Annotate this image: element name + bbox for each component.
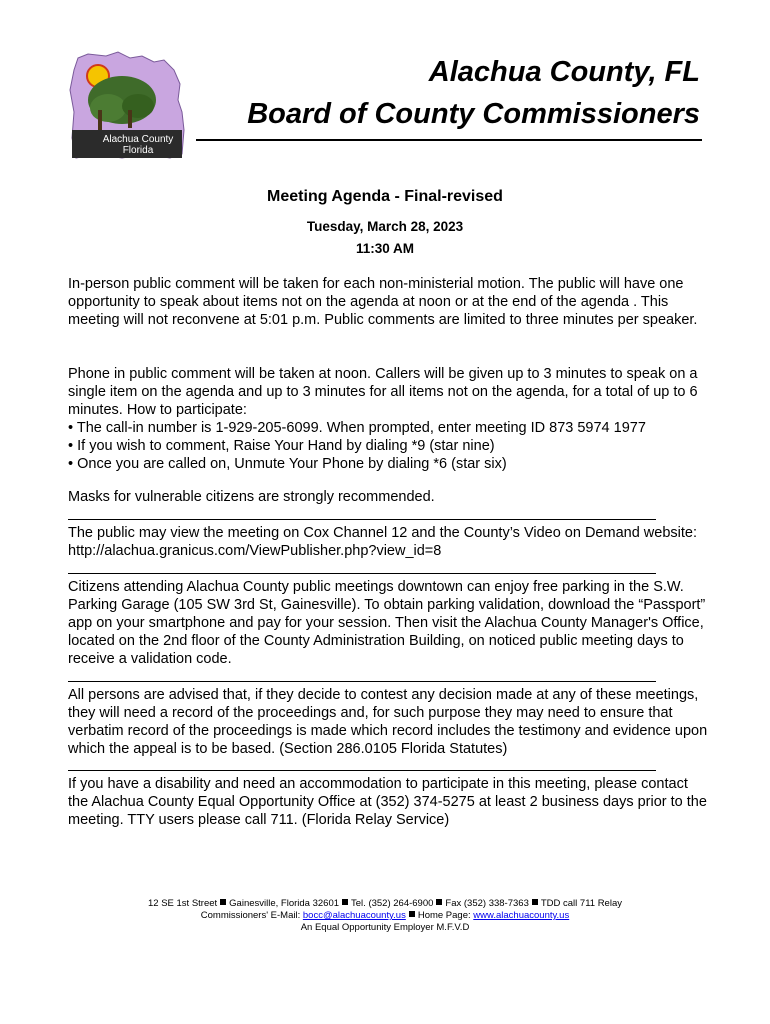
county-logo xyxy=(66,50,186,170)
section-divider xyxy=(68,681,656,682)
in-person-comment-paragraph: In-person public comment will be taken for each non-ministerial motion. The public will have one opportunity to speak about items not on the agenda at noon or at the end of the agenda . This meeting will not reconvene at 5:01 p.m. Public comments are limited to three minutes per speaker. xyxy=(68,276,698,328)
section-divider xyxy=(68,519,656,520)
phone-comment-intro: Phone in public comment will be taken at noon. Callers will be given up to 3 minutes to speak on a single item on the agenda and up to 3 minutes for all items not on the agenda, for a total of up to 6 minutes. How to participate: xyxy=(68,366,698,418)
meeting-title: Meeting Agenda - Final-revised xyxy=(267,188,503,205)
masks-notice: Masks for vulnerable citizens are strongly recommended. xyxy=(68,489,435,505)
logo-text-state: Florida xyxy=(122,145,154,156)
meeting-time: 11:30 AM xyxy=(355,241,415,256)
disability-accommodation-paragraph: If you have a disability and need an accommodation to participate in this meeting, please contact the Alachua County Equal Opportunity Office at (352) 374-5275 at least 2 business days prior to the meeting. TTY users please call 711. (Florida Relay Service) xyxy=(68,776,707,828)
footer-tdd: TDD call 711 Relay xyxy=(540,898,622,909)
phone-instructions-list xyxy=(68,419,708,473)
footer-city: Gainesville, Florida 32601 xyxy=(229,898,340,909)
view-meeting-paragraph: The public may view the meeting on Cox Channel 12 and the County’s Video on Demand website: http://alachua.granicus.com/ViewPublisher.php?view_id=8 xyxy=(68,525,697,559)
footer-links-line xyxy=(0,910,770,922)
footer-email-link[interactable]: bocc@alachuacounty.us xyxy=(302,910,406,921)
parking-paragraph: Citizens attending Alachua County public meetings downtown can enjoy free parking in the S.W. Parking Garage (105 SW 3rd St, Gainesville). To obtain parking validation, download the “Passport” app on your smartphone and pay for your session. Then visit the Alachua County Manager's Office, located on the 2nd floor of the County Administration Building, on noticed public meeting days to receive a validation code. xyxy=(68,579,706,667)
appeal-notice-paragraph: All persons are advised that, if they decide to contest any decision made at any of these meetings, they will need a record of the proceedings and, for such purpose they may need to ensure that verbatim record of the proceedings is made which record includes the testimony and evidence upon which the appeal is to be based. (Section 286.0105 Florida Statutes) xyxy=(68,687,708,757)
square-bullet-icon xyxy=(220,899,226,905)
meeting-date: Tuesday, March 28, 2023 xyxy=(306,219,464,234)
footer-home-link[interactable]: www.alachuacounty.us xyxy=(473,910,570,921)
header-title-board: Board of County Commissioners xyxy=(247,98,700,130)
footer-employer-line: An Equal Opportunity Employer M.F.V.D xyxy=(300,922,470,933)
footer-email-label: Commissioners' E-Mail: xyxy=(200,910,301,921)
county-map-logo-graphic xyxy=(66,50,186,170)
section-divider xyxy=(68,573,656,574)
square-bullet-icon xyxy=(409,911,415,917)
phone-comment-section xyxy=(68,365,708,473)
list-item: • If you wish to comment, Raise Your Hand by dialing *9 (star nine) xyxy=(68,438,495,454)
footer-address: 12 SE 1st Street xyxy=(147,898,218,909)
footer-tel: Tel. (352) 264-6900 xyxy=(351,898,434,909)
header-title-county: Alachua County, FL xyxy=(428,56,700,88)
logo-text-county: Alachua County xyxy=(102,134,174,145)
list-item: • Once you are called on, Unmute Your Phone by dialing *6 (star six) xyxy=(68,456,507,472)
square-bullet-icon xyxy=(532,899,538,905)
footer-home-label: Home Page: xyxy=(417,910,471,921)
footer-fax: Fax (352) 338-7363 xyxy=(445,898,529,909)
list-item: • The call-in number is 1-929-205-6099. When prompted, enter meeting ID 873 5974 1977 xyxy=(68,420,646,436)
square-bullet-icon xyxy=(436,899,442,905)
section-divider xyxy=(68,770,656,771)
square-bullet-icon xyxy=(342,899,348,905)
footer-contact-line xyxy=(0,898,770,910)
header-divider xyxy=(196,139,702,141)
